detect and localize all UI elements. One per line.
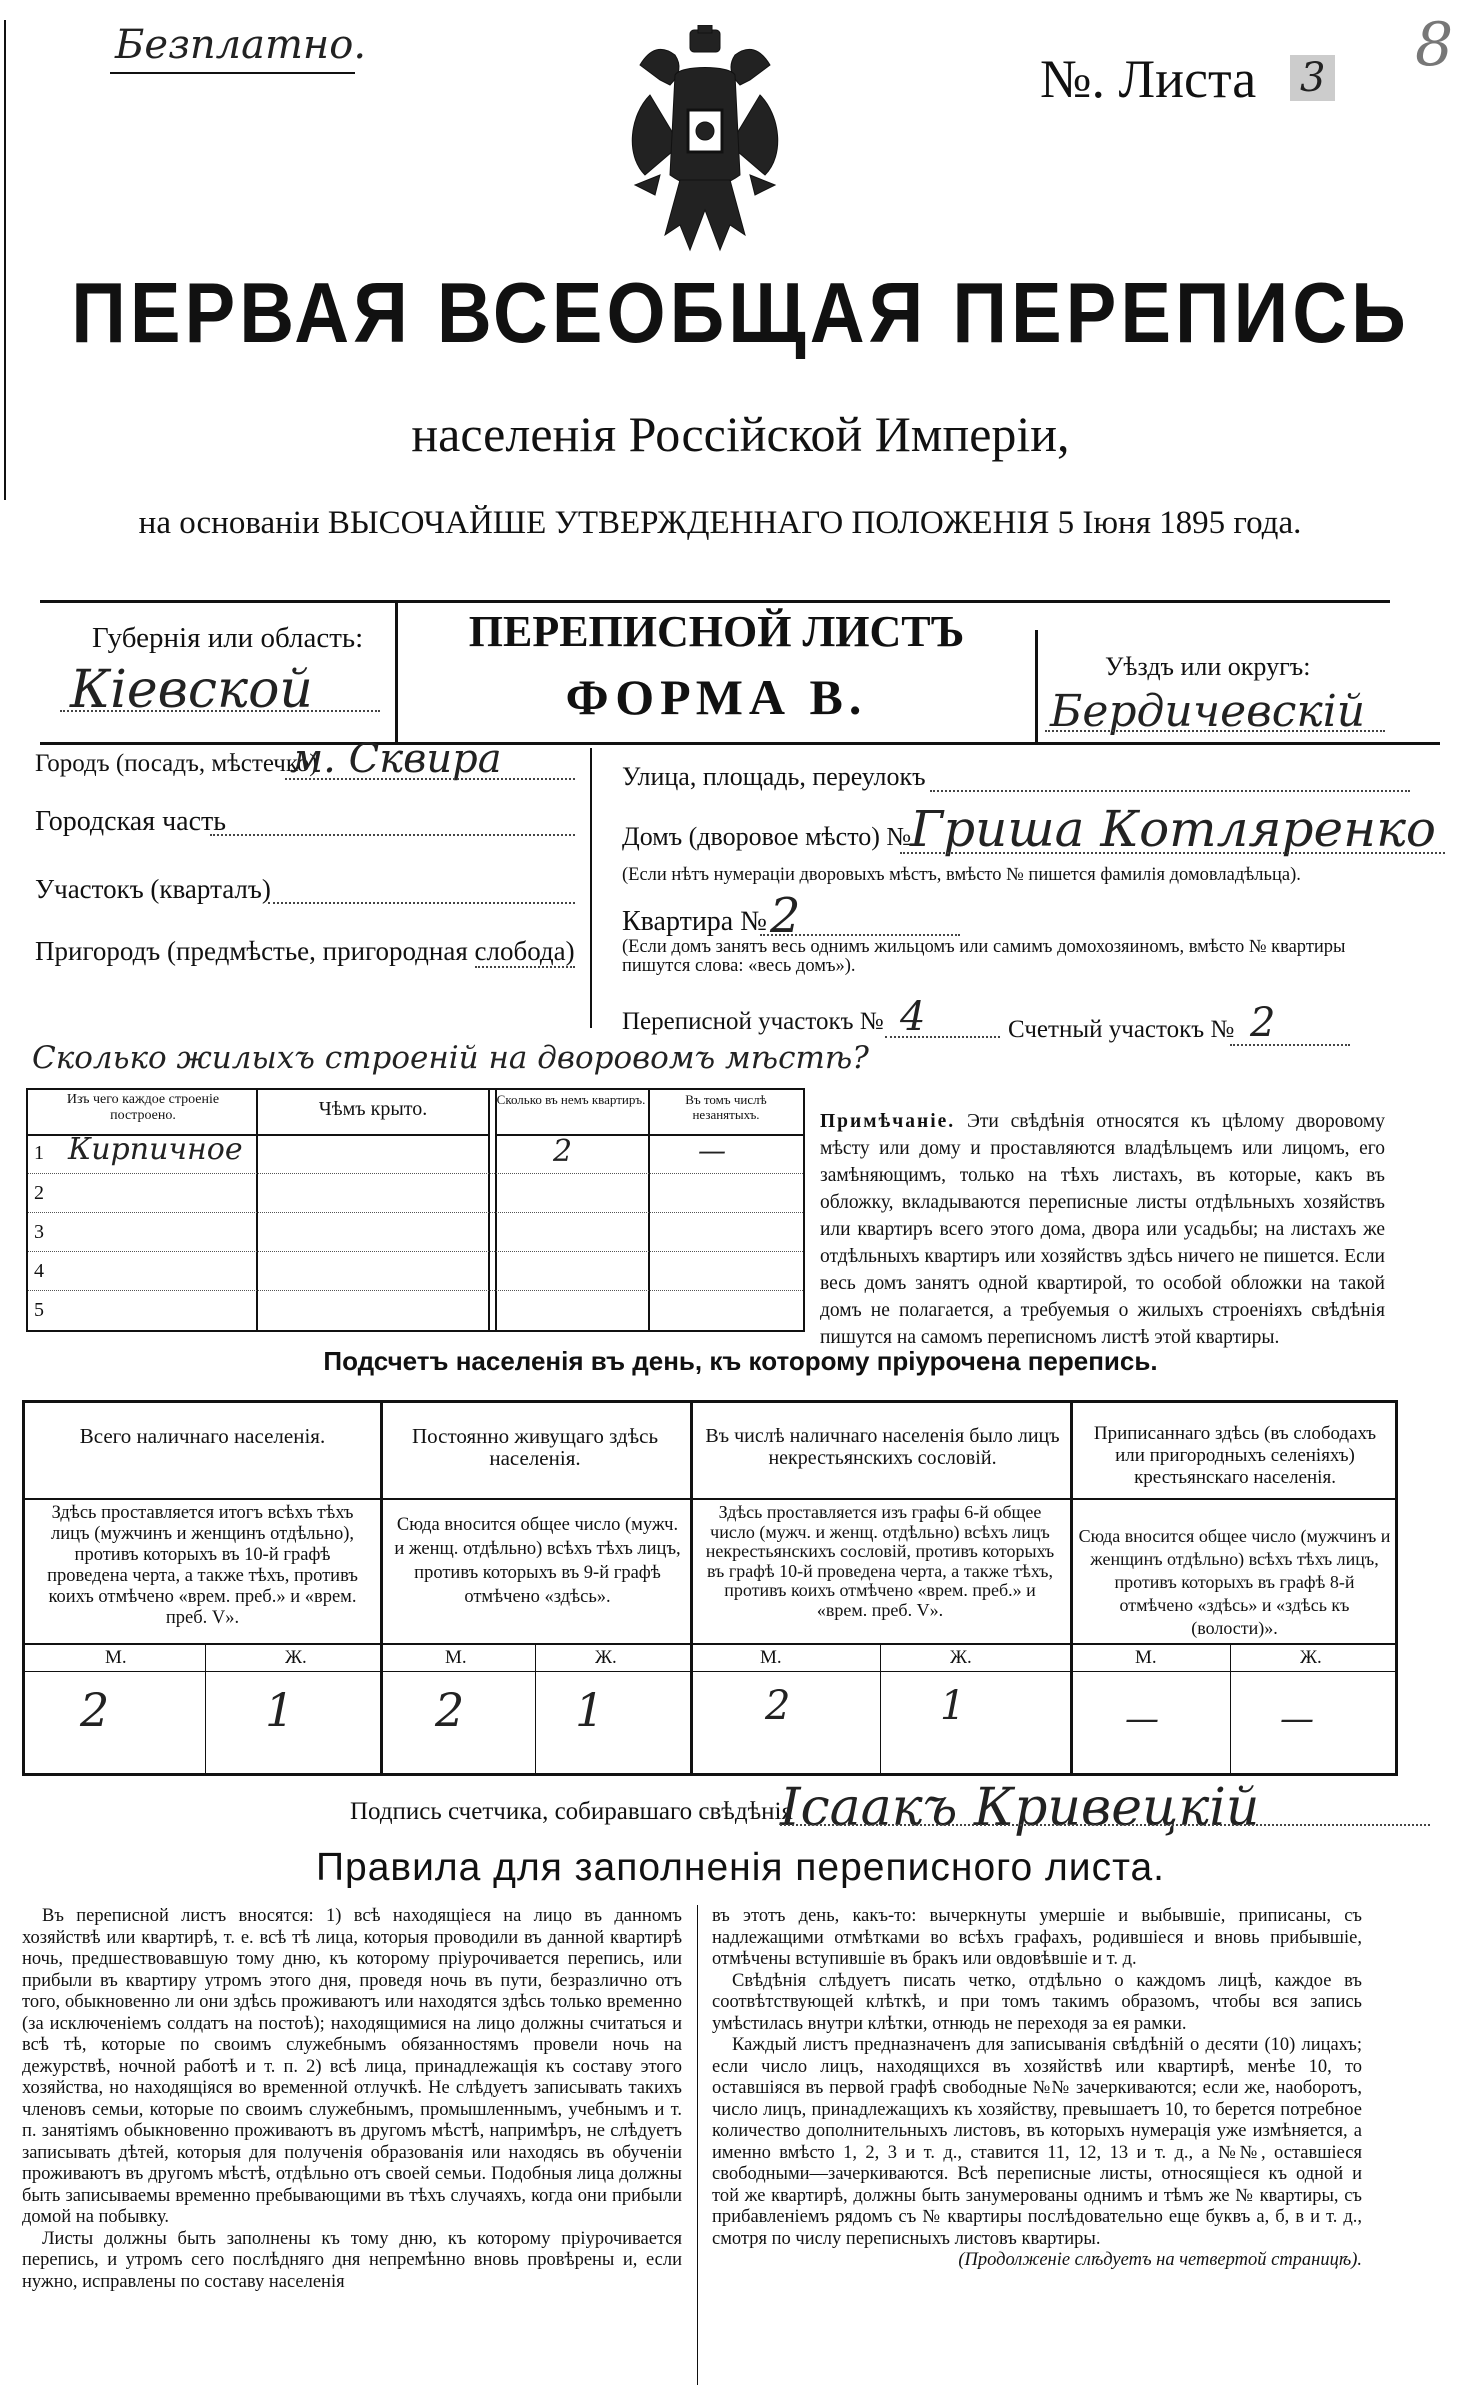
buildings-note-head: Примѣчаніе.	[820, 1111, 956, 1132]
gubernia-fill	[60, 710, 380, 712]
signature-fill	[780, 1824, 1430, 1826]
ct-sub1	[205, 1643, 206, 1773]
dom-fill	[900, 852, 1445, 854]
count-col4-m-value: —	[1125, 1699, 1159, 1739]
count-col3-head: Въ числѣ наличнаго населенія было лицъ некрестьянскихъ сословій.	[705, 1425, 1060, 1469]
count-col2-m-value: 2	[435, 1683, 465, 1737]
free-stamp: Безплатно.	[115, 22, 367, 68]
census-basis-line: на основаніи ВЫСОЧАЙШЕ УТВЕРЖДЕННАГО ПОЛОЖЕНІЯ 5 Іюня 1895 года.	[138, 505, 1302, 541]
uchastok-fill	[268, 902, 575, 904]
count-col1-desc: Здѣсь проставляется итогъ всѣхъ тѣхъ лицъ (мужчинъ и женщинъ отдѣльно), противъ которыхъ въ 10-й графѣ проведена черта, а также тѣхъ, противъ коихъ отмѣчено «врем. преб.» и «врем. преб. V».	[47, 1503, 358, 1628]
uezd-fill	[1045, 730, 1385, 732]
table-row	[28, 1290, 803, 1330]
sheet-number-value: 3	[1290, 55, 1335, 101]
count-col2-f-label: Ж.	[595, 1647, 617, 1668]
buildings-note	[820, 1108, 1385, 1351]
gorod-fill	[285, 778, 575, 780]
bt-row-material: Кирпичное	[68, 1132, 243, 1167]
ulitsa-label: Улица, площадь, переулокъ	[622, 762, 926, 791]
bt-col1-head: Изъ чего каждое строеніе построено.	[66, 1092, 220, 1123]
ulitsa-fill	[930, 790, 1410, 792]
gorod-label-text: Городъ (посадъ, мѣстечко)	[35, 750, 318, 777]
count-table	[22, 1400, 1398, 1776]
dom-note: (Если нѣтъ нумераціи дворовыхъ мѣстъ, вмѣсто № пишется фамилія домовладѣльца).	[622, 865, 1301, 885]
rules-left-column	[22, 1906, 682, 2293]
uchastok-label: Участокъ (кварталъ)	[35, 874, 271, 904]
ct-sub4	[1230, 1643, 1231, 1773]
bt-row-apts: 2	[553, 1134, 573, 1169]
census-subtitle: населенія Россійской Имперіи,	[411, 406, 1070, 462]
signature-value: Ісаакъ Кривецкій	[780, 1778, 1260, 1838]
prigorod-fill	[475, 966, 575, 968]
rules-title: Правила для заполненія переписного листа.	[315, 1846, 1166, 1889]
ct-mf-rule2	[25, 1671, 1395, 1672]
count-title: Подсчетъ населенія въ день, къ которому пріурочена перепись.	[323, 1346, 1158, 1376]
buildings-note-text: Эти свѣдѣнія относятся къ цѣлому дворовому мѣсту или дому и проставляются владѣльцемъ или лицомъ, его замѣняющимъ, только на тѣхъ листахъ, въ которые, какъ въ обложку, вкладываются переписные листы отдѣльныхъ хозяйствъ или квартиръ всего этого дома, двора или усадьбы; на листахъ же отдѣльныхъ квартиръ или хозяйствъ здѣсь ничего не пишется. Если весь домъ занятъ одной квартирой, то особой обложки на такой домъ не полагается, а требуемыя о жилыхъ строеніяхъ свѣдѣнія пишутся на самомъ переписномъ листѣ этой квартиры.	[820, 1111, 1386, 1348]
bt-row-num: 2	[34, 1182, 44, 1204]
band-divider-right	[1035, 630, 1038, 745]
table-row	[28, 1251, 803, 1291]
ct-head-rule	[25, 1498, 1395, 1500]
count-col2-f-value: 1	[575, 1683, 605, 1737]
rules-right-column	[712, 1906, 1362, 2272]
perepisnoy-uchastok-label: Переписной участокъ №	[622, 1008, 884, 1035]
count-col4-f-label: Ж.	[1300, 1647, 1322, 1668]
count-col3-desc: Здѣсь проставляется изъ графы 6-й общее число (мужч. и женщ. отдѣльно) всѣхъ лицъ некрестьянскихъ сословій, противъ которыхъ въ графѣ 10-й проведена черта, а также тѣхъ, противъ коихъ отмѣчено «врем. преб.» и «врем. преб. V».	[705, 1502, 1055, 1620]
schetny-fill	[1230, 1044, 1350, 1046]
count-col3-f-label: Ж.	[950, 1647, 972, 1668]
bt-col2-head: Чѣмъ крыто.	[318, 1098, 428, 1120]
gorodskaya-chast-label: Городская часть	[35, 806, 227, 837]
rules-continued: (Продолженіе слѣдуетъ на четвертой страницѣ).	[958, 2250, 1362, 2270]
band-top-rule	[40, 600, 1390, 603]
count-col4-m-label: М.	[1135, 1647, 1157, 1668]
rules-right-p1: въ этотъ день, какъ-то: вычеркнуты умершіе и выбывшіе, приписаны, съ надлежащими отмѣтками во всѣхъ графахъ, родившіеся и вновь прибывшіе, отмѣчены вступившіе въ бракъ или овдовѣвшіе и т. д.	[712, 1906, 1362, 1969]
rules-left-p2: Листы должны быть заполнены къ тому дню, къ которому пріурочивается перепись, и утромъ сего послѣдняго дня непремѣнно вновь провѣрены и, если нужно, исправлены по составу населенія	[22, 2228, 682, 2292]
count-col1-f-value: 1	[265, 1683, 295, 1737]
gubernia-label: Губернія или область:	[92, 622, 364, 654]
count-col3-m-label: М.	[760, 1647, 782, 1668]
kvartira-label: Квартира №	[622, 906, 767, 937]
count-col1-head: Всего наличнаго населенія.	[79, 1424, 326, 1448]
count-col2-desc: Сюда вносится общее число (мужч. и женщ. отдѣльно) всѣхъ тѣхъ лицъ, противъ которыхъ въ 9-й графѣ отмѣчено «здѣсь».	[394, 1515, 681, 1607]
uezd-label: Уѣздъ или округъ:	[1105, 652, 1311, 681]
prigorod-label: Пригородъ (предмѣстье, пригородная слобода)	[35, 936, 575, 966]
dom-value: Гриша Котляренко	[910, 800, 1437, 858]
rules-column-divider	[697, 1905, 698, 2385]
rules-right-p3: Каждый листъ предназначенъ для записыванія свѣдѣній о десяти (10) лицахъ; если число лицъ, находящихся въ хозяйствѣ или квартирѣ, менѣе 10, то оставшіяся въ первой графѣ свободные №№ зачеркиваются; если же, наоборотъ, число лицъ, принадлежащихъ къ хозяйству, превышаетъ 10, то берется потребное количество дополнительныхъ листовъ, въ которыхъ нумерація уже измѣняется, а именно вмѣсто 1, 2, 3 и т. д., ставится 11, 12, 13 и т. д., а №№, оставшіеся свободными—зачеркиваются. Всѣ переписные листы, относящіеся къ одной и той же квартирѣ, должны быть занумерованы однимъ и тѣмъ же № квартиры, съ прибавленіемъ рядомъ съ № квартиры послѣдовательно еще буквъ а, б, в и т. д., смотря по числу переписныхъ листовъ квартиры.	[712, 2035, 1362, 2249]
form-title: ПЕРЕПИСНОЙ ЛИСТЪ	[468, 607, 965, 656]
bt-row-num: 4	[34, 1260, 44, 1282]
table-row	[28, 1134, 803, 1173]
bt-row-num: 3	[34, 1221, 44, 1243]
buildings-question: Сколько жилыхъ строеній на дворовомъ мѣстѣ?	[32, 1040, 869, 1076]
form-subtitle: ФОРМА В.	[565, 669, 868, 725]
count-col2-head: Постоянно живущаго здѣсь населенія.	[411, 1424, 659, 1470]
count-col3-f-value: 1	[940, 1683, 966, 1729]
bt-row-vacant: —	[698, 1134, 726, 1167]
ct-mf-rule	[25, 1643, 1395, 1645]
ct-v1	[380, 1403, 383, 1773]
count-col4-f-value: —	[1280, 1699, 1314, 1739]
gubernia-value: Кіевской	[70, 660, 313, 720]
count-col3-m-value: 2	[765, 1683, 791, 1729]
rules-right-p2: Свѣдѣнія слѣдуетъ писать четко, отдѣльно о каждомъ лицѣ, каждое въ соотвѣтствующей клѣткѣ, и при томъ такимъ образомъ, чтобы вся запись умѣстилась внутри клѣтки, отнюдь не переходя за ея рамки.	[712, 1970, 1362, 2034]
sheet-number-label: №. Листа	[1040, 49, 1257, 109]
dom-label: Домъ (дворовое мѣсто) №	[622, 822, 912, 851]
gorod-label	[35, 750, 318, 778]
bt-col4-head: Въ томъ числѣ незанятыхъ.	[685, 1092, 767, 1122]
rules-left-p1: Въ переписной листъ вносятся: 1) всѣ находящіеся на лицо въ данномъ хозяйствѣ или квартирѣ, т. е. всѣ тѣ лица, которыя проводили въ данной квартирѣ ночь, предшествовавшую тому дню, къ которому пріурочивается перепись, или прибыли въ квартиру утромъ этого дня, проведя ночь въ пути, безразлично отъ того, обыкновенно ли они здѣсь проживаютъ или находятся здѣсь только временно (за исключеніемъ солдатъ на постоѣ); находящимися на лицо должны считаться и всѣ тѣ, которые по своимъ служебнымъ обязанностямъ провели ночь на дежурствѣ, ночной работѣ и т. п. 2) всѣ лица, принадлежащія къ составу этого хозяйства, но находящіяся во временной отлучкѣ. Не слѣдуетъ записывать такихъ членовъ семьи, которые по своимъ служебнымъ, промышленнымъ, учебнымъ и т. п. занятіямъ обыкновенно проживаютъ въ другомъ мѣстѣ, напримѣръ, не слѣдуетъ записывать дѣтей, которыя для полученія образованія или находясь въ обученіи проживаютъ въ другомъ мѣстѣ, отдѣльно отъ своей семьи. Подобныя лица должны быть записываемы временно пребывающими въ тѣхъ случаяхъ, когда они прибыли домой на побывку.	[22, 1906, 682, 2227]
count-col4-head: Приписаннаго здѣсь (въ слободахъ или пригородныхъ селеніяхъ) крестьянскаго населенія.	[1093, 1423, 1377, 1488]
signature-label: Подпись счетчика, собиравшаго свѣдѣнія	[350, 1798, 793, 1825]
buildings-table	[26, 1088, 805, 1332]
count-col1-f-label: Ж.	[285, 1647, 307, 1668]
bt-col3-head: Сколько въ немъ квартиръ.	[496, 1092, 646, 1107]
band-bottom-rule	[40, 742, 1440, 745]
address-divider	[590, 748, 592, 1028]
ct-v2	[690, 1403, 693, 1773]
table-row	[28, 1173, 803, 1213]
ct-sub3	[880, 1643, 881, 1773]
uezd-value: Бердичевскій	[1050, 686, 1366, 737]
ct-sub2	[535, 1643, 536, 1773]
kvartira-note: (Если домъ занятъ весь однимъ жильцомъ или самимъ домохозяиномъ, вмѣсто № квартиры пишутся слова: «весь домъ»).	[622, 937, 1346, 976]
ct-v3	[1070, 1403, 1073, 1773]
kvartira-fill	[760, 934, 960, 936]
free-underline	[110, 72, 355, 74]
double-headed-eagle-emblem	[620, 25, 790, 265]
count-col2-m-label: М.	[445, 1647, 467, 1668]
census-main-title: ПЕРВАЯ ВСЕОБЩАЯ ПЕРЕПИСЬ	[71, 265, 1410, 362]
count-col1-m-label: М.	[105, 1647, 127, 1668]
kvartira-value: 2	[770, 888, 801, 944]
schetny-uchastok-label: Счетный участокъ №	[1008, 1016, 1235, 1043]
table-row	[28, 1212, 803, 1252]
gorodskaya-fill	[210, 834, 575, 836]
bt-row-num: 5	[34, 1299, 44, 1321]
count-col1-m-value: 2	[80, 1683, 110, 1737]
corner-pencil-mark: 8	[1415, 10, 1454, 80]
gorod-value: м. Сквира	[290, 736, 502, 782]
perepisnoy-uchastok-value: 4	[900, 994, 926, 1040]
schetny-uchastok-value: 2	[1250, 1000, 1276, 1046]
perepisnoy-fill	[885, 1036, 1000, 1038]
bt-row-num: 1	[34, 1142, 44, 1164]
count-col4-desc: Сюда вносится общее число (мужчинъ и женщинъ отдѣльно) всѣхъ тѣхъ лицъ, противъ которыхъ въ графѣ 8-й отмѣчено «здѣсь» и «здѣсь къ (волости)».	[1078, 1526, 1391, 1638]
